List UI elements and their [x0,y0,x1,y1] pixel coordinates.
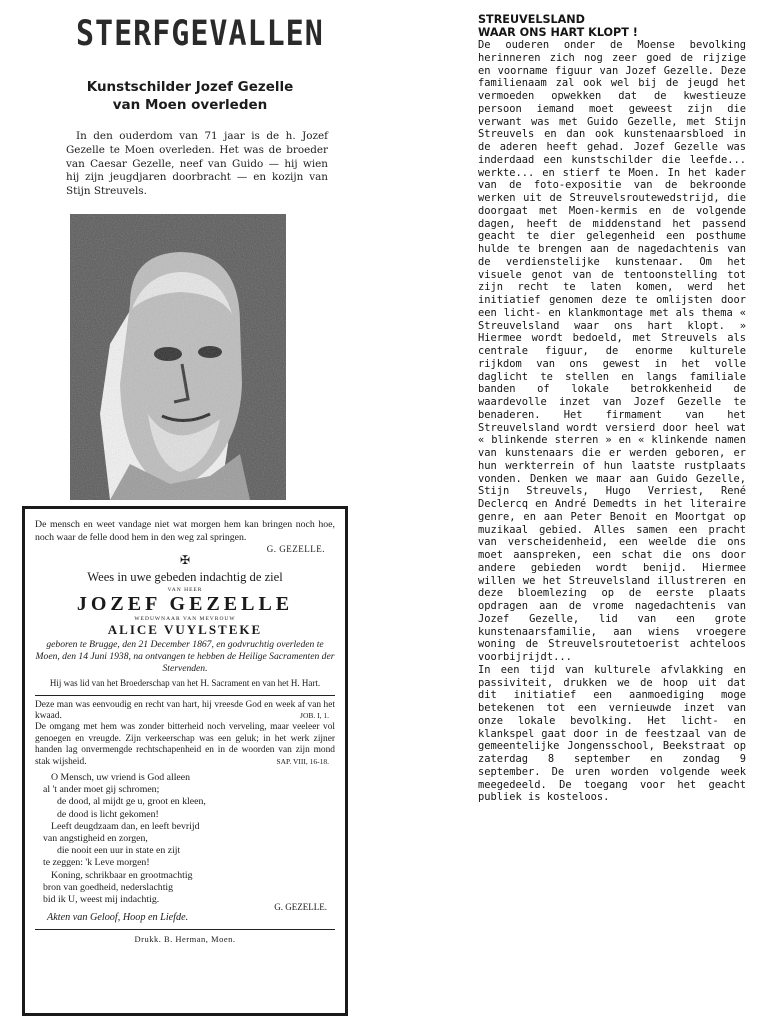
card-poem-signature: G. GEZELLE. [274,902,327,913]
obituary-column [0,0,370,1024]
poem-line: O Mensch, uw vriend is God alleen [51,772,191,784]
article-body-1: De ouderen onder de Moense bevolking herinneren zich nog zeer goed de rijzige en voorname figuur van Jozef Gezelle. Deze familienaam zal ook wel bij de jeugd het vermoeden opwekken dat de kwestieuze persoon iemand moet geweest zijn die verwant was met Guido Gezelle, met Stijn Streuvels en dan ook kunstenaarsbloed in de aderen heeft gehad. Jozef Gezelle was inderdaad een kunstschilder die leefde... werkte... en stierf te Moen. In het kader van de foto-expositie van de bekroonde werken uit de Streuvelsroutewedstrijd, die doorgaat met Moen-kermis en de volgende dagen, heeft de middenstand het passend geacht te dier gelegenheid een posthume hulde te brengen aan de nagedachtenis van de verdienstelijke kunstenaar. Om het visuele genot van de tentoonstelling tot zijn recht te laten komen, werd het initiatief genomen deze te omlijsten door een licht- en klankmontage met als thema « Streuvelsland waar ons hart klopt. » Hiermee wordt bedoeld, met Streuvels als centrale figuur, de enorme kulturele rijkdom van ons gewest in het volle daglicht te stellen en langs familiale banden of lokale betrokkenheid de waardevolle inzet van Jozef Gezelle te benaderen. Het firmament van het Streuvelsland wordt versierd door heel wat « blinkende sterren » en « klinkende namen van kunstenaars die er werden geboren, er hun werkterrein of hun laatste rustplaats vonden. Denken we maar aan Guido Gezelle, Stijn Streuvels, Hugo Verriest, René Declercq en André Demedts in het literaire genre, en aan Peter Benoit en Moortgat op muzikaal gebied. Alles samen een pracht van verscheidenheid, een weelde die ons moet aanspreken, een schat die ons door andere gebieden wordt benijd. Hiermee willen we het Streuvelsland illustreren en deze bloemlezing op de eerste plaats opdragen aan de vrome nagedachtenis van Jozef Gezelle, lid van een grote kunstenaarsfamilie, aan wiens vroegere woning de Streuvelsroutetoerist achteloos voorbijrijdt... [478,39,746,664]
card-proverb-signature: G. GEZELLE. [266,544,325,555]
poem-line: te zeggen: 'k Leve morgen! [43,857,150,869]
obituary-headline [50,78,330,114]
card-membership: Hij was lid van het Broederschap van het H. Sacrament en van het H. Hart. [49,677,321,688]
article-title-line-1: STREUVELSLAND [478,13,585,26]
article-title-line-2: WAAR ONS HART KLOPT ! [478,25,638,39]
lead-paragraph: In den ouderdom van 71 jaar is de h. Jozef Gezelle te Moen overleden. Het was de broeder van Caesar Gezelle, neef van Guido — hij wien hij zijn jeugdjaren doorbracht — en kozijn van Stijn Streuvels. [66,130,328,198]
headline-line-1: Kunstschilder Jozef Gezelle [86,79,294,95]
masthead: STERFGEVALLEN [76,14,324,55]
card-deceased-name: JOZEF GEZELLE [76,593,294,616]
poem-line: al 't ander moet gij schromen; [43,784,160,796]
poem-line: de dood, al mijdt ge u, groot en kleen, [57,796,206,808]
portrait-photo [70,214,286,500]
poem-line: Koning, schrikbaar en grootmachtig [51,869,193,881]
card-proverb: De mensch en weet vandage niet wat morgen hem kan bringen noch hoe, noch waar de felle dood hem in den weg zal springen. [35,519,335,543]
card-scripture-2-ref: SAP. VIII, 16-18. [276,757,329,767]
article-column [478,14,746,804]
headline-line-2: van Moen overleden [112,97,268,113]
card-divider [35,695,335,696]
poem-line: bron van goedheid, nederslachtig [43,881,174,893]
card-scripture-2: De omgang met hem was zonder bitterheid noch verveling, maar veeleer vol genoegen en vreugde. Zijn verkeerschap was een geluk; in het werk zijner handen lag onvermengde rechtschapenheid en in de woorden van zijn mond stak wijsheid. [35,722,335,767]
poem-line: Leeft deugdzaam dan, en leeft bevrijd [51,820,200,832]
memorial-card [22,506,348,1016]
obituary-lead [66,130,328,199]
card-bottom-divider [35,929,335,930]
card-van-heer: VAN HEER [167,587,203,594]
card-scripture-1: Deze man was eenvoudig en recht van hart, hij vreesde God en week af van het kwaad. [35,699,335,721]
poem-line: die nooit een uur in state en zijt [57,845,181,857]
poem-line: van angstigheid en zorgen, [43,833,148,845]
card-prayer: Wees in uwe gebeden indachtig de ziel [87,570,283,585]
article-body-2: In een tijd van kulturele afvlakking en passiviteit, drukken we de hoop uit dat dit initiatief een aanmoediging moge betekenen tot een vernieuwde inzet van onze lokale bevolking. Het licht- en klankspel gaat door in de feestzaal van de gemeentelijke Jongensschool, Beekstraat op zaterdag 8 september en zondag 9 september. De uren worden volgende week meegedeeld. De toegang voor het geacht publiek is kosteloos. [478,663,746,804]
card-poem [35,772,335,906]
poem-line: de dood is licht gekomen! [57,808,159,820]
card-virtues: Akten van Geloof, Hoop en Liefde. [47,912,189,924]
card-wife-name: ALICE VUYLSTEKE [107,622,263,638]
card-scripture-1-ref: JOB. I, 1. [300,711,329,721]
card-birth-death: geboren te Brugge, den 21 December 1867, en godvruchtig overleden te Moen, den 14 Juni 1938, na ontvangen te hebben de Heilige Sacramenten der Stervenden. [35,639,335,674]
poem-line: bid ik U, weest mij indachtig. [43,894,160,906]
card-printer: Drukk. B. Herman, Moen. [134,934,236,945]
card-widower-label: WEDUWNAAR VAN MEVROUW [134,616,236,623]
cross-icon: ✠ [179,553,191,568]
